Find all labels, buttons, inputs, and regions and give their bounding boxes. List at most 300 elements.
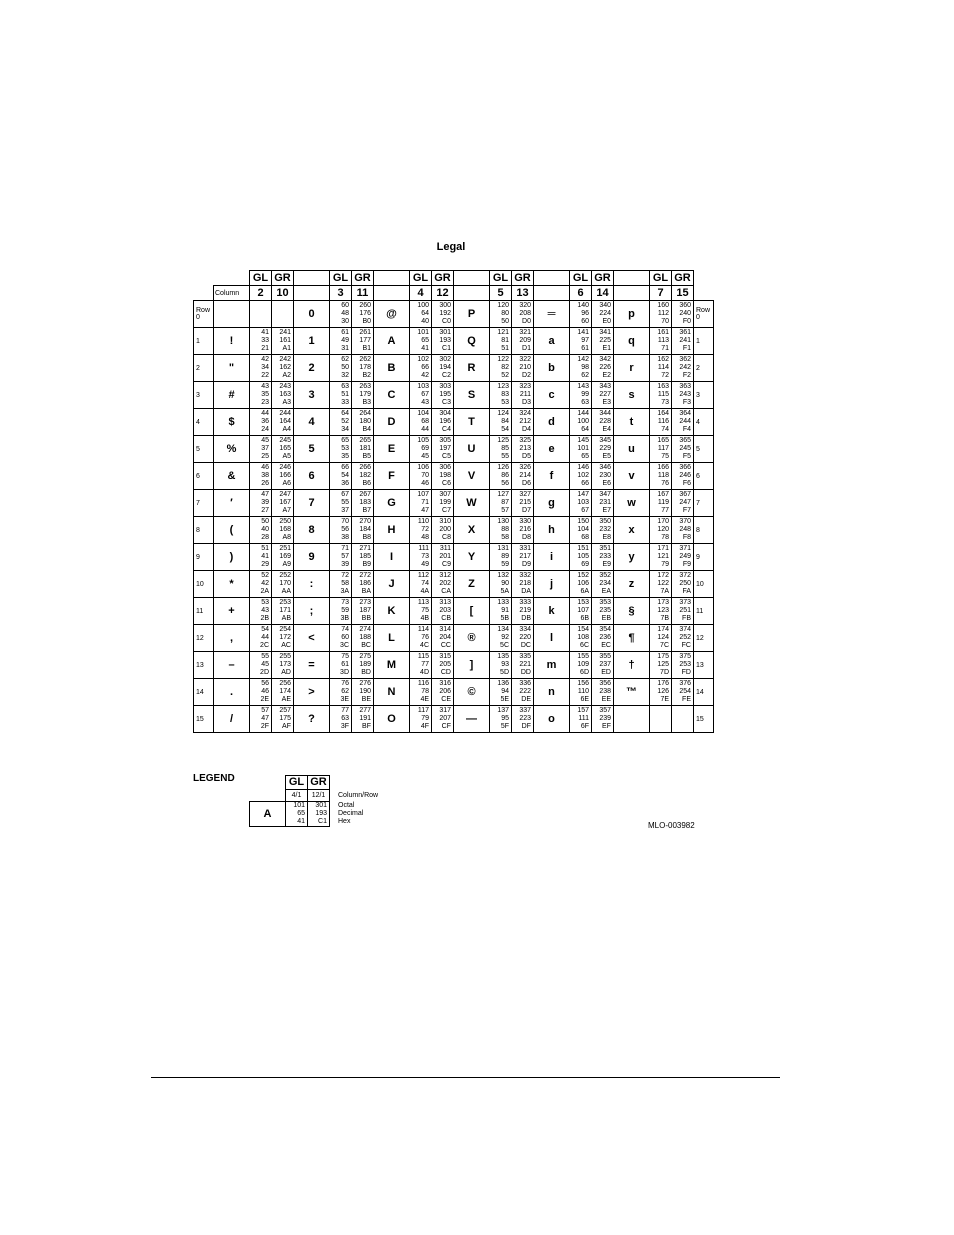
gr-codes-value: 162 xyxy=(279,364,291,371)
gr-codes xyxy=(352,679,374,706)
gl-codes-value: 122 xyxy=(497,356,509,363)
row-number-right: 1 xyxy=(694,328,714,355)
gl-codes xyxy=(650,436,672,463)
gl-codes-value: 4D xyxy=(420,669,429,676)
character-glyph: D xyxy=(374,409,410,436)
row-number-right xyxy=(694,301,714,328)
gl-codes-value: 91 xyxy=(501,607,509,614)
gr-codes-value: 197 xyxy=(439,445,451,452)
gl-codes-value: 61 xyxy=(341,329,349,336)
gl-codes-value: 115 xyxy=(417,653,429,660)
gl-codes-value: 75 xyxy=(341,653,349,660)
character-glyph: 7 xyxy=(294,490,330,517)
gl-codes xyxy=(650,382,672,409)
gl-codes-value: 74 xyxy=(341,626,349,633)
gr-codes-value: 261 xyxy=(359,329,371,336)
chart-row xyxy=(194,598,714,625)
gr-codes-value: 260 xyxy=(359,302,371,309)
gl-codes xyxy=(330,598,352,625)
gr-codes-value: 245 xyxy=(279,437,291,444)
gr-codes xyxy=(352,463,374,490)
gl-codes-value: 78 xyxy=(421,688,429,695)
gl-codes xyxy=(490,328,512,355)
gr-codes xyxy=(512,409,534,436)
gr-codes xyxy=(592,598,614,625)
gr-codes-value: 315 xyxy=(439,653,451,660)
gr-codes-value: 267 xyxy=(359,491,371,498)
gl-codes xyxy=(570,571,592,598)
gl-codes-value: 38 xyxy=(261,472,269,479)
gl-codes-value: 38 xyxy=(341,534,349,541)
gr-codes xyxy=(672,598,694,625)
gr-codes-value: 205 xyxy=(439,661,451,668)
gr-codes xyxy=(512,571,534,598)
gl-codes-value: 7D xyxy=(660,669,669,676)
gl-codes-value: 101 xyxy=(577,445,589,452)
gl-codes xyxy=(650,463,672,490)
gl-codes-value: 102 xyxy=(577,472,589,479)
gl-codes-value: 66 xyxy=(581,480,589,487)
gl-codes-value: 41 xyxy=(261,553,269,560)
gl-codes-value: 61 xyxy=(581,345,589,352)
character-glyph: V xyxy=(454,463,490,490)
gr-codes xyxy=(672,463,694,490)
gr-codes xyxy=(432,301,454,328)
gl-codes-value: 3D xyxy=(340,669,349,676)
gl-codes-value: 47 xyxy=(261,491,269,498)
gr-codes-value: 200 xyxy=(439,526,451,533)
character-glyph: G xyxy=(374,490,410,517)
gr-codes xyxy=(672,544,694,571)
gl-codes xyxy=(650,652,672,679)
character-glyph xyxy=(214,301,250,328)
gl-codes xyxy=(250,409,272,436)
gr-codes-value: 239 xyxy=(599,715,611,722)
character-glyph: , xyxy=(214,625,250,652)
gr-codes-value: 195 xyxy=(439,391,451,398)
gl-codes-value: 5D xyxy=(500,669,509,676)
gr-codes-value: 310 xyxy=(439,518,451,525)
gr-codes xyxy=(432,598,454,625)
gl-codes xyxy=(330,679,352,706)
gl-codes-value: 53 xyxy=(261,599,269,606)
gl-codes-value: 86 xyxy=(501,472,509,479)
gr-codes xyxy=(592,436,614,463)
chart-title: Legal xyxy=(436,241,466,253)
character-glyph: † xyxy=(614,652,650,679)
character-glyph: 9 xyxy=(294,544,330,571)
gr-codes-value: 224 xyxy=(599,310,611,317)
gr-codes xyxy=(272,706,294,733)
gl-codes-value: 40 xyxy=(421,318,429,325)
gl-codes-value: 3E xyxy=(340,696,349,703)
gl-codes-value: 68 xyxy=(421,418,429,425)
gr-codes-value: 198 xyxy=(439,472,451,479)
gl-codes xyxy=(650,598,672,625)
gl-codes-value: 123 xyxy=(497,383,509,390)
gr-codes-value: E8 xyxy=(602,534,611,541)
gr-codes xyxy=(352,328,374,355)
character-glyph: ® xyxy=(454,625,490,652)
chart-row xyxy=(194,652,714,679)
gr-codes xyxy=(512,436,534,463)
header-spacer xyxy=(374,271,410,286)
gl-codes-value: 114 xyxy=(657,364,669,371)
gr-codes-value: 246 xyxy=(279,464,291,471)
gr-codes-value: 333 xyxy=(519,599,531,606)
gr-codes-value: 243 xyxy=(279,383,291,390)
gr-codes-value: E5 xyxy=(602,453,611,460)
gl-codes-value: 64 xyxy=(421,310,429,317)
gr-codes xyxy=(672,706,694,733)
row-number-left: 4 xyxy=(194,409,214,436)
gl-codes xyxy=(410,517,432,544)
row-number-left: 1 xyxy=(194,328,214,355)
gl-codes-value: 41 xyxy=(421,345,429,352)
gr-codes xyxy=(272,679,294,706)
gr-codes-value: 353 xyxy=(599,599,611,606)
gl-codes-value: 57 xyxy=(261,707,269,714)
gr-codes-value: E6 xyxy=(602,480,611,487)
gr-codes xyxy=(432,463,454,490)
gl-header: GL xyxy=(570,271,592,286)
gr-codes-value: 182 xyxy=(359,472,371,479)
gr-codes-value: 273 xyxy=(359,599,371,606)
gr-codes-value: 207 xyxy=(439,715,451,722)
gl-codes xyxy=(250,598,272,625)
gl-codes xyxy=(490,679,512,706)
character-glyph: 2 xyxy=(294,355,330,382)
legend-gr-header: GR xyxy=(308,776,330,790)
character-glyph: u xyxy=(614,436,650,463)
header-spacer xyxy=(614,286,650,301)
gl-codes-value: 151 xyxy=(577,545,589,552)
gl-codes xyxy=(490,598,512,625)
gr-codes xyxy=(352,409,374,436)
character-glyph: e xyxy=(534,436,570,463)
gr-codes xyxy=(432,355,454,382)
character-glyph: % xyxy=(214,436,250,463)
gr-codes-value: EC xyxy=(601,642,611,649)
gr-codes-value: 341 xyxy=(599,329,611,336)
gr-codes-value: 346 xyxy=(599,464,611,471)
gl-codes-value: 4F xyxy=(420,723,429,730)
gr-codes-value: EE xyxy=(601,696,611,703)
gr-codes xyxy=(432,625,454,652)
gr-codes xyxy=(432,328,454,355)
gr-codes-value: C4 xyxy=(442,426,451,433)
character-glyph: ( xyxy=(214,517,250,544)
gl-codes-value: 39 xyxy=(261,499,269,506)
gl-codes xyxy=(330,409,352,436)
legend-title: LEGEND xyxy=(193,773,235,784)
gr-codes-value: EF xyxy=(602,723,611,730)
gl-codes xyxy=(250,463,272,490)
legend-gl-decimal: 65 xyxy=(297,810,305,817)
gr-codes-value: E4 xyxy=(602,426,611,433)
gr-codes-value: FC xyxy=(681,642,691,649)
header-spacer xyxy=(294,271,330,286)
gl-codes-value: 140 xyxy=(577,302,589,309)
gr-codes-value: 188 xyxy=(359,634,371,641)
gr-codes-value: 233 xyxy=(599,553,611,560)
gl-codes-value: 60 xyxy=(341,302,349,309)
gl-codes-value: 51 xyxy=(261,545,269,552)
gr-codes xyxy=(272,301,294,328)
character-glyph: k xyxy=(534,598,570,625)
column-label: Column xyxy=(214,286,250,301)
gl-codes xyxy=(490,706,512,733)
gr-codes-value: 185 xyxy=(359,553,371,560)
gl-codes xyxy=(570,679,592,706)
gr-codes-value: 352 xyxy=(599,572,611,579)
gl-codes xyxy=(650,355,672,382)
gl-codes-value: 54 xyxy=(261,626,269,633)
gr-codes-value: 187 xyxy=(359,607,371,614)
gl-codes-value: 4B xyxy=(420,615,429,622)
legend-gr-octal: 301 xyxy=(315,802,327,809)
gl-codes-value: 167 xyxy=(657,491,669,498)
character-glyph: J xyxy=(374,571,410,598)
gl-codes-value: 58 xyxy=(501,534,509,541)
gl-codes-value: 123 xyxy=(657,607,669,614)
gr-codes-value: 326 xyxy=(519,464,531,471)
gr-codes-value: F1 xyxy=(682,345,691,352)
gr-codes-value: B5 xyxy=(362,453,371,460)
character-glyph: W xyxy=(454,490,490,517)
gl-codes-value: 67 xyxy=(581,507,589,514)
gl-codes-value: 45 xyxy=(421,453,429,460)
gl-codes-value: 25 xyxy=(261,453,269,460)
gr-codes-value: AE xyxy=(281,696,291,703)
gr-codes-value: DE xyxy=(521,696,531,703)
gl-codes xyxy=(410,382,432,409)
gl-codes-value: 74 xyxy=(421,580,429,587)
character-glyph: ′ xyxy=(214,490,250,517)
gr-codes-value: 192 xyxy=(439,310,451,317)
gl-codes-value: 77 xyxy=(661,507,669,514)
gl-codes-value: 6A xyxy=(580,588,589,595)
header-spacer xyxy=(194,286,214,301)
gl-codes-value: 73 xyxy=(661,399,669,406)
gl-codes-value: 77 xyxy=(341,707,349,714)
gr-codes-value: 163 xyxy=(279,391,291,398)
gl-codes-value: 50 xyxy=(261,518,269,525)
gl-codes-value: 68 xyxy=(581,534,589,541)
gl-codes-value: 147 xyxy=(577,491,589,498)
gl-codes-value: 97 xyxy=(581,337,589,344)
gr-codes-value: E9 xyxy=(602,561,611,568)
gl-codes xyxy=(250,571,272,598)
gr-codes-value: D3 xyxy=(522,399,531,406)
gl-codes-value: 98 xyxy=(581,364,589,371)
chart-row xyxy=(194,355,714,382)
gr-codes xyxy=(272,463,294,490)
character-glyph: r xyxy=(614,355,650,382)
gl-codes xyxy=(410,301,432,328)
gl-codes-value: 51 xyxy=(341,391,349,398)
gl-codes-value: 153 xyxy=(577,599,589,606)
gl-codes-value: 101 xyxy=(417,329,429,336)
gr-codes-value: D1 xyxy=(522,345,531,352)
gl-codes-value: 142 xyxy=(577,356,589,363)
gl-codes-value: 47 xyxy=(261,715,269,722)
legend-gr-codes xyxy=(308,802,330,827)
gr-codes-value: A7 xyxy=(282,507,291,514)
row-number-right: 15 xyxy=(694,706,714,733)
gr-codes-value: CF xyxy=(441,723,451,730)
gr-codes-value: 248 xyxy=(679,526,691,533)
gr-codes xyxy=(352,625,374,652)
character-glyph: # xyxy=(214,382,250,409)
character-glyph: . xyxy=(214,679,250,706)
gr-codes-value: 194 xyxy=(439,364,451,371)
chart-row xyxy=(194,328,714,355)
gr-codes-value: EB xyxy=(601,615,611,622)
character-glyph: t xyxy=(614,409,650,436)
gr-codes-value: 355 xyxy=(599,653,611,660)
legend-gr-decimal: 193 xyxy=(315,810,327,817)
gr-codes xyxy=(592,625,614,652)
gl-codes xyxy=(410,544,432,571)
gl-codes-value: 44 xyxy=(261,634,269,641)
gr-codes xyxy=(512,598,534,625)
gl-codes xyxy=(490,544,512,571)
gr-codes-value: C3 xyxy=(442,399,451,406)
gr-codes xyxy=(272,409,294,436)
gr-codes-value: 241 xyxy=(679,337,691,344)
gl-codes-value: 133 xyxy=(497,599,509,606)
gl-codes-value: 5A xyxy=(500,588,509,595)
gr-codes-value: F3 xyxy=(682,399,691,406)
gr-codes xyxy=(512,517,534,544)
character-glyph: U xyxy=(454,436,490,463)
gl-codes-value: 52 xyxy=(341,418,349,425)
gr-codes-value: 179 xyxy=(359,391,371,398)
gl-codes-value: 47 xyxy=(421,507,429,514)
gl-codes-value: 52 xyxy=(501,372,509,379)
gl-codes-value: 108 xyxy=(577,634,589,641)
gl-codes-value: 70 xyxy=(661,318,669,325)
gl-codes-value: 170 xyxy=(657,518,669,525)
gl-codes-value: 37 xyxy=(261,445,269,452)
gl-codes-value: 31 xyxy=(341,345,349,352)
gr-codes-value: 237 xyxy=(599,661,611,668)
gl-codes-value: 156 xyxy=(577,680,589,687)
gr-codes-value: E7 xyxy=(602,507,611,514)
gr-codes-value: 189 xyxy=(359,661,371,668)
gl-codes-value: 77 xyxy=(421,661,429,668)
gr-codes xyxy=(592,652,614,679)
gl-codes-value: 2A xyxy=(260,588,269,595)
character-glyph: f xyxy=(534,463,570,490)
gl-codes xyxy=(410,598,432,625)
gr-column-number: 10 xyxy=(272,286,294,301)
gl-codes-value: 36 xyxy=(341,480,349,487)
gr-codes-value: A2 xyxy=(282,372,291,379)
gl-codes-value: 42 xyxy=(421,372,429,379)
gl-codes-value: 105 xyxy=(577,553,589,560)
gr-codes-value: 252 xyxy=(279,572,291,579)
legend-table xyxy=(249,775,390,827)
character-glyph: & xyxy=(214,463,250,490)
row-number-left: 3 xyxy=(194,382,214,409)
header-spacer xyxy=(614,271,650,286)
gr-codes-value: 344 xyxy=(599,410,611,417)
gl-codes-value: 69 xyxy=(421,445,429,452)
gr-codes-value: 335 xyxy=(519,653,531,660)
gr-codes xyxy=(432,706,454,733)
gl-codes xyxy=(490,571,512,598)
character-glyph: P xyxy=(454,301,490,328)
legend-code-labels xyxy=(330,802,390,827)
gr-codes-value: 302 xyxy=(439,356,451,363)
gl-codes xyxy=(250,436,272,463)
gr-codes-value: C6 xyxy=(442,480,451,487)
character-glyph: ] xyxy=(454,652,490,679)
character-glyph: T xyxy=(454,409,490,436)
gr-codes xyxy=(432,679,454,706)
gr-codes-value: EA xyxy=(601,588,611,595)
gl-codes-value: 63 xyxy=(581,399,589,406)
gr-codes xyxy=(352,598,374,625)
gr-codes-value: DD xyxy=(520,669,531,676)
gl-codes xyxy=(650,544,672,571)
gr-codes xyxy=(272,598,294,625)
gl-codes-value: 52 xyxy=(261,572,269,579)
gr-codes-value: 217 xyxy=(519,553,531,560)
row-number-left: 6 xyxy=(194,463,214,490)
gr-codes xyxy=(672,436,694,463)
character-glyph: 5 xyxy=(294,436,330,463)
gl-codes-value: 81 xyxy=(501,337,509,344)
character-glyph: N xyxy=(374,679,410,706)
gl-codes-value: 122 xyxy=(657,580,669,587)
gl-codes-value: 82 xyxy=(501,364,509,371)
gr-codes-value: 211 xyxy=(519,391,531,398)
gl-header: GL xyxy=(410,271,432,286)
character-glyph: @ xyxy=(374,301,410,328)
gr-codes-value: F2 xyxy=(682,372,691,379)
gl-codes xyxy=(250,625,272,652)
row-number-left: 9 xyxy=(194,544,214,571)
gl-codes xyxy=(410,490,432,517)
gr-codes-value: 243 xyxy=(679,391,691,398)
header-spacer xyxy=(694,286,714,301)
gr-codes xyxy=(512,652,534,679)
gr-codes-value: 251 xyxy=(279,545,291,552)
gr-codes-value: 203 xyxy=(439,607,451,614)
gr-codes-value: 367 xyxy=(679,491,691,498)
gl-codes-value: 59 xyxy=(501,561,509,568)
row-number-right: 12 xyxy=(694,625,714,652)
gl-codes-value: 75 xyxy=(661,453,669,460)
gr-codes-value: D7 xyxy=(522,507,531,514)
character-glyph: w xyxy=(614,490,650,517)
gr-codes-value: 324 xyxy=(519,410,531,417)
gr-codes xyxy=(672,301,694,328)
gr-codes-value: 240 xyxy=(679,310,691,317)
gl-codes xyxy=(570,301,592,328)
gl-codes xyxy=(250,706,272,733)
gl-codes-value: 22 xyxy=(261,372,269,379)
gr-codes-value: 305 xyxy=(439,437,451,444)
gr-codes-value: 181 xyxy=(359,445,371,452)
gl-header: GL xyxy=(330,271,352,286)
gr-column-number: 15 xyxy=(672,286,694,301)
gr-codes xyxy=(272,355,294,382)
gr-codes-value: 175 xyxy=(279,715,291,722)
